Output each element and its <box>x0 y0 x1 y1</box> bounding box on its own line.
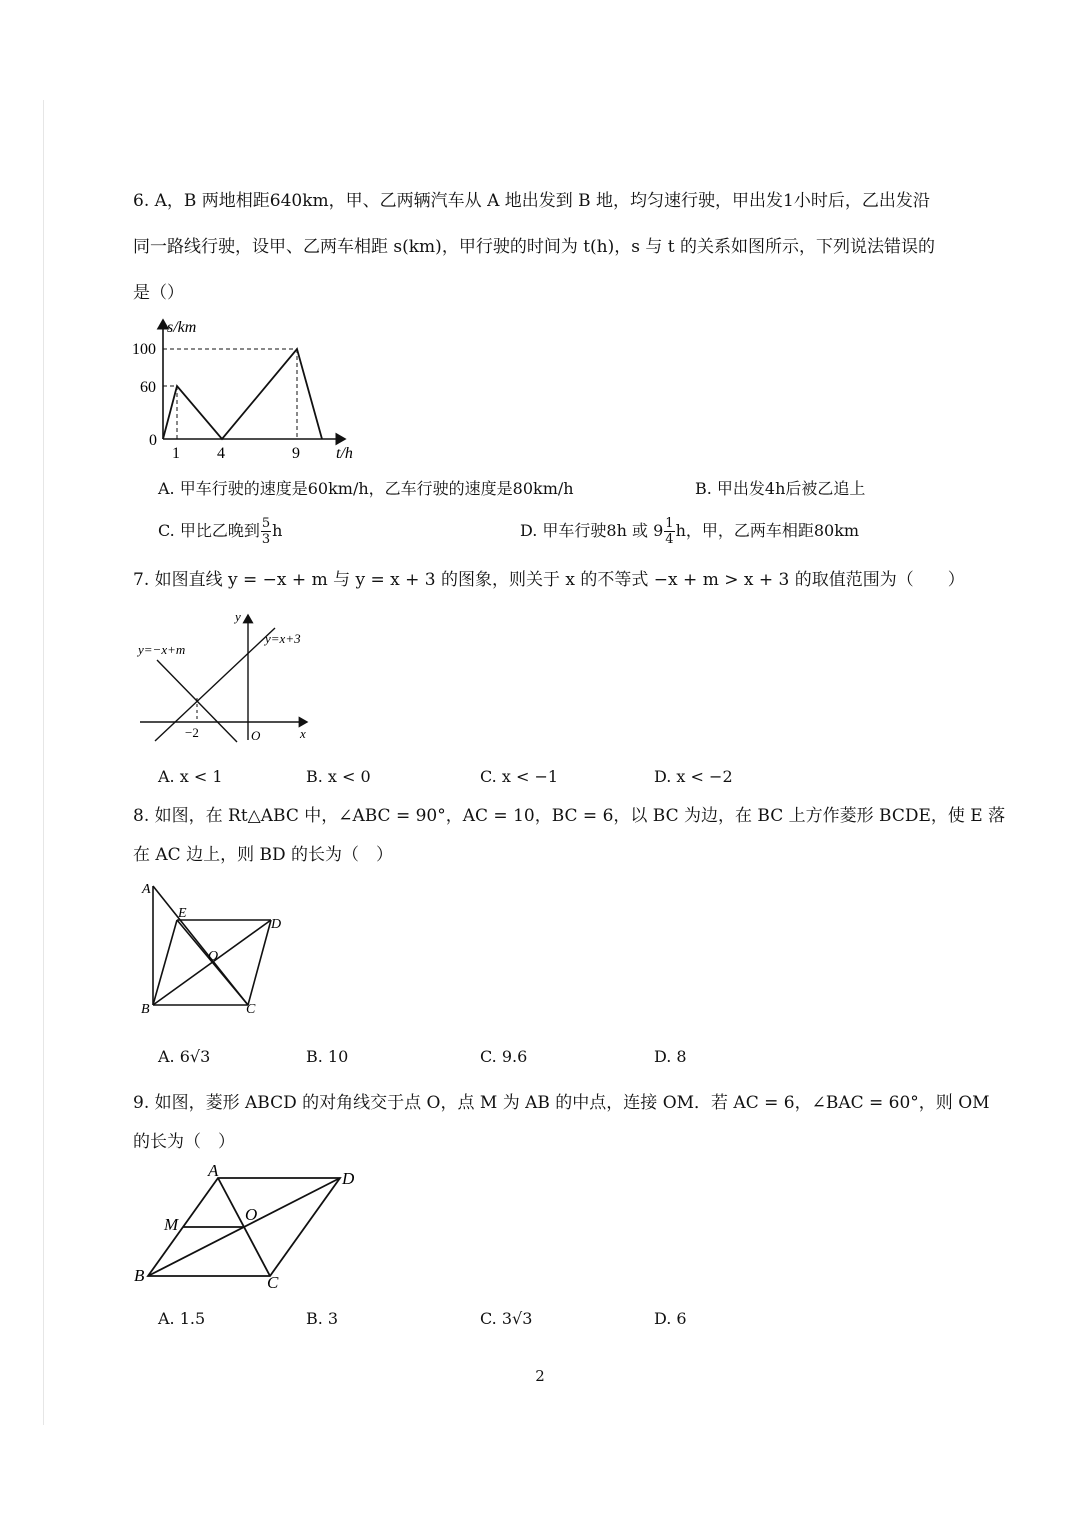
q6-option-d-fraction: $\frac{1}{4}$ <box>665 516 674 547</box>
q9-label-o: O <box>245 1205 258 1224</box>
q6-option-c: C. 甲比乙晚到 $\frac{5}{3}$ h <box>158 516 283 547</box>
q7-line2-label: y=x+3 <box>265 631 301 646</box>
q6-option-c-fraction: $\frac{5}{3}$ <box>261 516 271 547</box>
q6-x-tick-9: 9 <box>292 445 300 462</box>
q6-distance-line <box>163 349 322 439</box>
q7-origin: O <box>251 728 261 743</box>
q8-rhombus-figure <box>135 878 295 1018</box>
q8-option-d: D. 8 <box>654 1047 687 1066</box>
q7-option-b: B. x < 0 <box>306 767 371 786</box>
q9-rhombus-figure <box>130 1160 370 1290</box>
q6-option-b: B. 甲出发4h后被乙追上 <box>695 479 866 498</box>
q8-option-c: C. 9.6 <box>480 1047 528 1066</box>
q7-option-a: A. x < 1 <box>158 767 223 786</box>
page-number: 2 <box>535 1367 545 1385</box>
q6-origin: 0 <box>149 432 157 449</box>
q6-x-tick-4: 4 <box>217 445 225 462</box>
q7-option-d: D. x < −2 <box>654 767 733 786</box>
q7-y-label: y <box>235 609 241 624</box>
q8-stem-line2: 在 AC 边上，则 BD 的长为（ ） <box>133 845 394 865</box>
q6-stem-line1: 6. A，B 两地相距640km，甲、乙两辆汽车从 A 地出发到 B 地，均匀速行驶，甲出发1小时后，乙出发沿 <box>133 191 930 211</box>
q9-option-d: D. 6 <box>654 1309 687 1328</box>
q6-x-axis-label: t/h <box>336 445 353 462</box>
q9-label-a: A <box>208 1161 219 1180</box>
q6-y-tick-100: 100 <box>132 341 156 358</box>
q8-label-d: D <box>271 917 282 932</box>
q9-option-b: B. 3 <box>306 1309 339 1328</box>
q8-label-c: C <box>246 1002 256 1017</box>
q9-stem-line1: 9. 如图，菱形 ABCD 的对角线交于点 O，点 M 为 AB 的中点，连接 OM．若 AC = 6，∠BAC = 60°，则 OM <box>133 1093 990 1113</box>
q6-y-tick-60: 60 <box>140 379 156 396</box>
q6-stem-line2: 同一路线行驶，设甲、乙两车相距 s(km)，甲行驶的时间为 t(h)，s 与 t 的关系如图所示，下列说法错误的 <box>133 237 936 257</box>
q7-x-tick: −2 <box>185 725 199 740</box>
q8-option-b: B. 10 <box>306 1047 349 1066</box>
q9-option-a: A. 1.5 <box>158 1309 206 1328</box>
q9-label-b: B <box>134 1266 145 1285</box>
q9-stem-line2: 的长为（ ） <box>133 1132 235 1152</box>
q6-y-axis-label: s/km <box>167 319 197 336</box>
q7-stem: 7. 如图直线 y = −x + m 与 y = x + 3 的图象，则关于 x 的不等式 −x + m > x + 3 的取值范围为（ ） <box>133 570 965 590</box>
q8-label-a: A <box>142 882 151 897</box>
q8-option-a: A. 6√3 <box>158 1047 211 1066</box>
q8-label-b: B <box>141 1002 150 1017</box>
q7-lines-graph <box>135 610 325 745</box>
q9-option-c: C. 3√3 <box>480 1309 533 1328</box>
q6-stem-line3: 是（） <box>133 283 184 303</box>
q7-option-c: C. x < −1 <box>480 767 559 786</box>
q9-label-d: D <box>342 1169 355 1188</box>
q6-distance-time-graph <box>130 314 370 464</box>
q8-label-o: O <box>208 949 219 964</box>
q6-option-d: D. 甲车行驶8h 或 9 $\frac{1}{4}$ h，甲，乙两车相距80km <box>520 516 860 547</box>
q8-label-e: E <box>178 906 187 921</box>
q9-label-m: M <box>164 1215 179 1234</box>
q6-option-a: A. 甲车行驶的速度是60km/h，乙车行驶的速度是80km/h <box>158 479 574 498</box>
q6-x-tick-1: 1 <box>172 445 180 462</box>
q7-line1-label: y=−x+m <box>138 642 186 657</box>
page-margin-line <box>43 100 44 1425</box>
q9-label-c: C <box>267 1273 279 1292</box>
q7-x-label: x <box>300 726 306 741</box>
q8-stem-line1: 8. 如图，在 Rt△ABC 中，∠ABC = 90°，AC = 10，BC = 6，以 BC 为边，在 BC 上方作菱形 BCDE，使 E 落 <box>133 806 1006 826</box>
